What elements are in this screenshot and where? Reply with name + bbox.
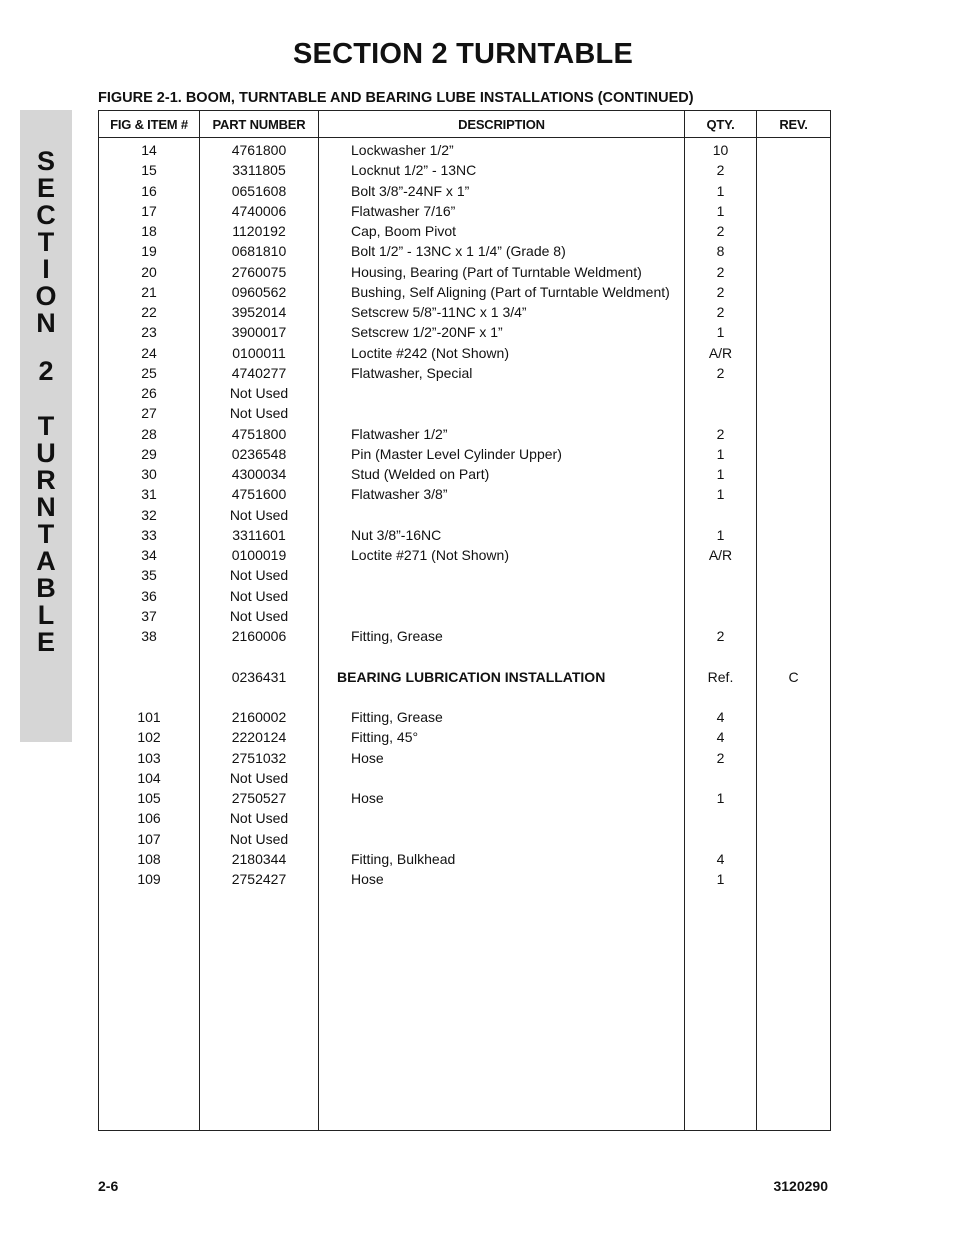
table-cell-qty: 1 (716, 486, 725, 503)
table-cell-qty: 1 (716, 445, 725, 462)
header-rev: REV. (757, 111, 831, 138)
table-cell-desc: Fitting, 45° (351, 729, 419, 746)
table-cell-desc (319, 768, 684, 788)
table-cell-part: 2752427 (231, 871, 287, 887)
side-tab-letter: N (36, 308, 56, 338)
table-cell-rev (757, 444, 830, 464)
table-cell-item: 33 (141, 526, 157, 543)
table-cell-rev: C (788, 668, 799, 685)
table-body-row (99, 138, 831, 1131)
table-cell-desc: Setscrew 5/8”-11NC x 1 3/4” (351, 304, 527, 320)
table-cell-qty (685, 586, 756, 606)
table-cell-desc: Setscrew 1/2”-20NF x 1” (351, 324, 503, 341)
table-cell-qty (685, 808, 756, 828)
header-fig-item: FIG & ITEM # (99, 111, 200, 138)
table-cell-part: 0681810 (231, 243, 287, 260)
table-cell-rev (757, 626, 830, 646)
table-cell-part: Not Used (229, 810, 289, 827)
side-tab-letter: C (36, 200, 56, 230)
table-cell-item: 32 (141, 506, 157, 523)
table-cell-qty: 2 (716, 223, 725, 239)
table-cell-qty: 4 (716, 729, 725, 746)
table-cell-qty: 2 (716, 425, 725, 442)
header-qty: QTY. (685, 111, 757, 138)
table-cell-rev (757, 505, 830, 525)
table-cell-rev (757, 302, 830, 322)
table-cell-qty: 2 (716, 304, 725, 320)
table-cell-item: 20 (141, 263, 157, 280)
table-cell-desc: Hose (351, 871, 384, 887)
table-cell-desc: Bolt 3/8”-24NF x 1” (351, 182, 470, 199)
table-cell-part (200, 687, 318, 707)
table-cell-part: Not Used (229, 506, 289, 523)
column-fig-item (99, 138, 200, 1131)
table-cell-item: 14 (141, 142, 157, 158)
side-tab-letter: O (35, 281, 57, 311)
side-tab-letter: T (37, 519, 55, 549)
table-cell-part: 2751032 (231, 749, 287, 766)
table-cell-rev (757, 140, 830, 160)
table-cell-desc (319, 606, 684, 626)
table-cell-desc: Pin (Master Level Cylinder Upper) (351, 445, 562, 462)
table-cell-desc (319, 565, 684, 585)
column-rev (757, 138, 831, 1131)
table-cell-rev (757, 687, 830, 707)
table-cell-rev (757, 241, 830, 261)
table-cell-desc: Loctite #242 (Not Shown) (351, 344, 509, 361)
table-cell-desc (319, 829, 684, 849)
table-cell-item: 19 (141, 243, 157, 260)
table-cell-item: 17 (141, 202, 157, 219)
table-cell-qty: 2 (716, 749, 725, 766)
table-cell-part: Not Used (229, 607, 289, 624)
figure-title: FIGURE 2-1. BOOM, TURNTABLE AND BEARING LUBE INSTALLATIONS (CONTINUED) (98, 90, 694, 106)
table-cell-rev (757, 565, 830, 585)
table-cell-part: 3952014 (231, 304, 287, 320)
table-cell-desc: Nut 3/8”-16NC (351, 526, 442, 543)
table-cell-qty (685, 606, 756, 626)
side-tab-letter: A (36, 546, 56, 576)
header-description: DESCRIPTION (319, 111, 685, 138)
table-cell-qty (685, 768, 756, 788)
table-cell-desc (319, 383, 684, 403)
table-cell-rev (757, 484, 830, 504)
table-cell-qty (685, 403, 756, 423)
table-cell-rev (757, 727, 830, 747)
table-cell-rev (757, 545, 830, 565)
table-cell-item: 16 (141, 182, 157, 199)
table-cell-desc: Bushing, Self Aligning (Part of Turntable Weldment) (351, 283, 670, 300)
table-cell-rev (757, 768, 830, 788)
table-cell-item: 107 (137, 830, 161, 847)
table-cell-part: 0960562 (231, 283, 287, 300)
table-cell-part: 0236548 (231, 445, 287, 462)
table-cell-item: 105 (137, 790, 161, 806)
table-cell-rev (757, 221, 830, 241)
table-cell-qty: 2 (716, 162, 725, 179)
table-cell-desc (319, 646, 684, 666)
table-cell-desc: Hose (351, 790, 384, 806)
side-tab-letter: L (37, 600, 55, 630)
table-cell-part: 3311805 (232, 162, 286, 179)
table-cell-qty: 2 (716, 628, 725, 644)
table-cell-rev (757, 464, 830, 484)
table-cell-rev (757, 829, 830, 849)
table-cell-rev (757, 849, 830, 869)
table-cell-rev (757, 343, 830, 363)
column-part-number (200, 138, 319, 1131)
table-cell-part: Not Used (229, 769, 289, 786)
table-cell-rev (757, 181, 830, 201)
table-cell-part: Not Used (229, 830, 289, 847)
table-cell-item: 38 (141, 628, 157, 644)
table-cell-part: 3900017 (231, 324, 287, 341)
page-title: SECTION 2 TURNTABLE (293, 38, 633, 70)
table-cell-desc: Bolt 1/2” - 13NC x 1 1/4” (Grade 8) (351, 243, 566, 260)
table-cell-desc (319, 808, 684, 828)
table-cell-rev (757, 586, 830, 606)
table-cell-qty: 10 (712, 142, 729, 158)
table-cell-part: 0100011 (232, 344, 286, 361)
side-tab-letter: T (37, 227, 55, 257)
table-cell-part: 4751800 (231, 425, 287, 442)
table-cell-item: 21 (141, 283, 157, 300)
side-tab-letter: R (36, 465, 56, 495)
table-cell-desc: Flatwasher, Special (351, 364, 473, 381)
table-cell-item: 15 (141, 162, 157, 179)
table-cell-item: 30 (141, 466, 157, 482)
table-cell-desc: Fitting, Bulkhead (351, 850, 456, 867)
table-cell-qty: 4 (716, 709, 725, 725)
table-cell-part: 4740006 (231, 202, 287, 219)
table-cell-item: 24 (141, 344, 157, 361)
document-number: 3120290 (773, 1178, 828, 1194)
table-cell-part: 4300034 (231, 466, 287, 482)
table-cell-part: 0100019 (231, 547, 287, 563)
page-number: 2-6 (98, 1178, 119, 1194)
table-cell-item: 106 (137, 810, 161, 827)
table-cell-part: 4740277 (231, 364, 287, 381)
side-tab-letter: U (36, 438, 56, 468)
table-cell-part: Not Used (229, 567, 289, 584)
table-cell-desc: Locknut 1/2” - 13NC (351, 162, 477, 179)
table-cell-desc (319, 687, 684, 707)
table-cell-rev (757, 322, 830, 342)
table-cell-item (99, 687, 199, 707)
table-cell-desc: Hose (351, 749, 384, 766)
table-cell-qty: 2 (716, 263, 725, 280)
table-cell-qty: 1 (716, 871, 725, 887)
table-cell-rev (757, 262, 830, 282)
table-cell-qty: A/R (708, 547, 733, 563)
table-cell-item: 22 (141, 304, 157, 320)
table-cell-qty: A/R (708, 344, 733, 361)
table-cell-qty (685, 565, 756, 585)
table-cell-part: 4751600 (231, 486, 287, 503)
table-cell-desc (319, 586, 684, 606)
table-cell-desc: Stud (Welded on Part) (351, 466, 490, 482)
table-cell-part: 2180344 (231, 850, 287, 867)
table-cell-part: 4761800 (231, 142, 287, 158)
table-cell-desc: Flatwasher 3/8” (351, 486, 448, 503)
table-cell-part: 2220124 (231, 729, 287, 746)
table-cell-part: 2760075 (231, 263, 287, 280)
table-cell-qty (685, 829, 756, 849)
table-cell-item: 109 (137, 871, 161, 887)
table-cell-item: 23 (141, 324, 157, 341)
table-cell-rev (757, 424, 830, 444)
table-cell-item: 101 (137, 709, 161, 725)
table-cell-item: 18 (141, 223, 157, 239)
table-cell-item: 29 (141, 445, 157, 462)
table-cell-part: Not Used (229, 587, 289, 604)
table-cell-qty: 1 (716, 466, 725, 482)
table-cell-rev (757, 525, 830, 545)
table-cell-item: 37 (141, 607, 157, 624)
table-cell-item: 26 (141, 385, 157, 401)
table-cell-desc: Fitting, Grease (351, 709, 443, 725)
table-cell-part: Not Used (229, 385, 289, 401)
table-cell-item: 34 (141, 547, 157, 563)
table-cell-part: 0236431 (231, 668, 287, 685)
table-cell-item: 36 (141, 587, 157, 604)
table-cell-item (99, 667, 199, 687)
table-cell-rev (757, 748, 830, 768)
table-cell-rev (757, 646, 830, 666)
table-cell-qty (685, 687, 756, 707)
table-cell-desc (319, 403, 684, 423)
table-cell-qty: 2 (716, 283, 725, 300)
table-cell-item: 102 (137, 729, 161, 746)
table-cell-qty (685, 383, 756, 403)
table-cell-qty: Ref. (707, 668, 734, 685)
table-cell-desc: BEARING LUBRICATION INSTALLATION (337, 668, 606, 685)
table-cell-desc: Housing, Bearing (Part of Turntable Weldment) (351, 263, 642, 280)
table-cell-item: 108 (137, 850, 161, 867)
table-cell-rev (757, 808, 830, 828)
table-cell-item: 35 (141, 567, 157, 584)
table-cell-qty: 1 (716, 324, 725, 341)
table-cell-part: Not Used (229, 405, 289, 422)
table-cell-qty (685, 646, 756, 666)
table-cell-desc: Loctite #271 (Not Shown) (351, 547, 509, 563)
table-cell-qty: 1 (716, 790, 725, 806)
side-tab-letter: N (36, 492, 56, 522)
table-cell-item: 103 (137, 749, 161, 766)
side-tab-letter: E (36, 627, 55, 657)
table-cell-rev (757, 403, 830, 423)
table-cell-desc (319, 505, 684, 525)
side-tab-letter: T (37, 411, 55, 441)
table-cell-item: 104 (137, 769, 161, 786)
side-tab-letter: 2 (38, 356, 54, 386)
table-cell-rev (757, 869, 830, 889)
table-cell-rev (757, 707, 830, 727)
table-header-row (99, 111, 831, 138)
table-cell-qty: 1 (716, 182, 725, 199)
table-cell-qty: 8 (716, 243, 725, 260)
table-cell-rev (757, 201, 830, 221)
table-cell-item: 31 (141, 486, 157, 503)
side-tab-letter: B (36, 573, 56, 603)
table-cell-rev (757, 606, 830, 626)
table-cell-rev (757, 282, 830, 302)
table-cell-desc: Fitting, Grease (351, 628, 443, 644)
table-cell-rev (757, 383, 830, 403)
table-cell-qty: 1 (716, 202, 725, 219)
table-cell-part: 1120192 (232, 223, 286, 239)
table-cell-item: 27 (141, 405, 157, 422)
table-cell-part: 2750527 (231, 790, 287, 806)
side-tab-letter: S (36, 146, 55, 176)
table-cell-item (99, 646, 199, 666)
table-cell-qty: 2 (716, 364, 725, 381)
table-cell-part: 0651608 (231, 182, 287, 199)
section-side-tab (20, 110, 72, 742)
table-cell-qty (685, 505, 756, 525)
table-cell-part: 3311601 (232, 526, 286, 543)
table-cell-item: 28 (141, 425, 157, 442)
table-cell-rev (757, 788, 830, 808)
table-cell-desc: Lockwasher 1/2” (351, 142, 454, 158)
table-cell-item: 25 (141, 364, 157, 381)
column-qty (685, 138, 757, 1131)
side-tab-letter: I (42, 254, 50, 284)
table-cell-desc: Flatwasher 1/2” (351, 425, 448, 442)
table-cell-qty: 4 (716, 850, 725, 867)
table-cell-part: 2160006 (231, 628, 287, 644)
table-cell-part (200, 646, 318, 666)
column-description (319, 138, 685, 1131)
table-cell-qty: 1 (716, 526, 725, 543)
side-tab-letter: E (36, 173, 55, 203)
table-cell-desc: Flatwasher 7/16” (351, 202, 456, 219)
parts-table (98, 110, 831, 1131)
table-cell-part: 2160002 (231, 709, 287, 725)
table-cell-desc: Cap, Boom Pivot (351, 223, 457, 239)
header-part-number: PART NUMBER (200, 111, 319, 138)
table-cell-rev (757, 160, 830, 180)
table-cell-rev (757, 363, 830, 383)
